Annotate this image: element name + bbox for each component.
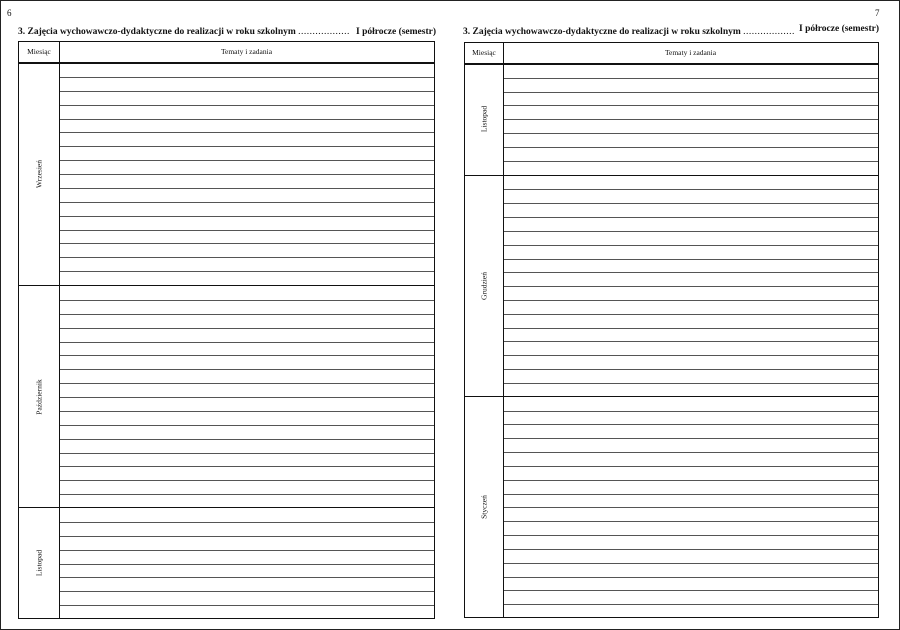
- writing-line: [60, 397, 434, 398]
- writing-line: [60, 160, 434, 161]
- writing-line: [504, 549, 878, 550]
- writing-line: [60, 564, 434, 565]
- writing-line: [60, 494, 434, 495]
- month-label: [465, 176, 503, 396]
- month-block: [19, 63, 434, 285]
- writing-line: [60, 605, 434, 606]
- writing-line: [504, 133, 878, 134]
- month-label: [465, 397, 503, 617]
- month-name: Listopad: [34, 549, 44, 577]
- topics-column-header: Tematy i zadania: [664, 48, 717, 57]
- writing-line: [504, 590, 878, 591]
- table-header: [19, 42, 434, 64]
- writing-line: [504, 383, 878, 384]
- writing-line: [504, 521, 878, 522]
- month-block: [465, 64, 878, 175]
- writing-line: [504, 466, 878, 467]
- writing-line: [60, 536, 434, 537]
- semester-label: I półrocze (semestr): [799, 24, 880, 34]
- topics-column-header: Tematy i zadania: [220, 47, 273, 56]
- writing-line: [504, 424, 878, 425]
- writing-line: [60, 480, 434, 481]
- heading-text: 3. Zajęcia wychowawczo-dydaktyczne do realizacji w roku szkolnym: [18, 27, 296, 37]
- writing-line: [60, 591, 434, 592]
- writing-lines: [504, 176, 878, 396]
- month-label: [465, 64, 503, 175]
- writing-line: [60, 91, 434, 92]
- writing-line: [504, 300, 878, 301]
- writing-lines: [60, 286, 434, 507]
- heading-dots: ..................: [743, 27, 795, 37]
- month-name: Listopad: [479, 106, 489, 133]
- writing-line: [504, 452, 878, 453]
- writing-line: [60, 425, 434, 426]
- writing-line: [504, 507, 878, 508]
- writing-line: [504, 189, 878, 190]
- month-name: Styczeń: [479, 495, 489, 519]
- writing-line: [60, 314, 434, 315]
- page-number: 6: [7, 8, 12, 18]
- writing-line: [504, 78, 878, 79]
- month-label: [19, 286, 59, 507]
- writing-line: [504, 203, 878, 204]
- writing-line: [504, 231, 878, 232]
- month-name: Wrzesień: [34, 159, 44, 189]
- month-label: [19, 63, 59, 285]
- writing-line: [60, 550, 434, 551]
- writing-line: [504, 217, 878, 218]
- writing-line: [60, 105, 434, 106]
- writing-lines: [504, 64, 878, 175]
- writing-line: [60, 369, 434, 370]
- heading-text: 3. Zajęcia wychowawczo-dydaktyczne do realizacji w roku szkolnym: [463, 27, 741, 37]
- writing-line: [60, 257, 434, 258]
- writing-line: [504, 577, 878, 578]
- writing-line: [504, 411, 878, 412]
- month-label: [19, 508, 59, 618]
- writing-line: [504, 272, 878, 273]
- writing-line: [60, 439, 434, 440]
- writing-line: [60, 188, 434, 189]
- writing-line: [504, 328, 878, 329]
- writing-line: [60, 146, 434, 147]
- writing-line: [504, 369, 878, 370]
- writing-line: [60, 328, 434, 329]
- writing-line: [60, 342, 434, 343]
- writing-line: [504, 355, 878, 356]
- writing-line: [504, 92, 878, 93]
- writing-line: [504, 604, 878, 605]
- month-block: [19, 507, 434, 618]
- month-block: [465, 396, 878, 617]
- writing-line: [60, 466, 434, 467]
- right-page: [450, 0, 900, 630]
- writing-line: [60, 300, 434, 301]
- writing-line: [60, 132, 434, 133]
- month-block: [19, 285, 434, 507]
- writing-line: [504, 259, 878, 260]
- month-name: Październik: [34, 378, 44, 415]
- writing-line: [60, 230, 434, 231]
- writing-line: [60, 577, 434, 578]
- semester-label: I półrocze (semestr): [356, 27, 437, 37]
- topics-table: [18, 41, 435, 619]
- writing-line: [504, 438, 878, 439]
- month-column-header: Miesiąc: [19, 42, 60, 62]
- writing-line: [60, 453, 434, 454]
- writing-line: [504, 480, 878, 481]
- section-heading: [18, 27, 350, 37]
- section-heading: [463, 27, 795, 37]
- writing-line: [504, 119, 878, 120]
- month-column-header: Miesiąc: [465, 43, 504, 63]
- writing-line: [504, 161, 878, 162]
- writing-line: [60, 411, 434, 412]
- writing-line: [60, 243, 434, 244]
- table-header: [465, 43, 878, 65]
- month-block: [465, 175, 878, 396]
- writing-line: [504, 494, 878, 495]
- page-number: 7: [875, 8, 880, 18]
- writing-line: [60, 355, 434, 356]
- writing-line: [60, 174, 434, 175]
- writing-line: [504, 286, 878, 287]
- writing-line: [504, 105, 878, 106]
- month-name: Grudzień: [479, 271, 489, 300]
- writing-line: [60, 271, 434, 272]
- writing-lines: [504, 397, 878, 617]
- writing-line: [504, 535, 878, 536]
- writing-lines: [60, 63, 434, 285]
- writing-line: [504, 314, 878, 315]
- writing-line: [60, 119, 434, 120]
- topics-table: [464, 42, 879, 618]
- writing-line: [60, 216, 434, 217]
- writing-line: [60, 522, 434, 523]
- writing-line: [504, 245, 878, 246]
- writing-line: [60, 77, 434, 78]
- writing-line: [504, 563, 878, 564]
- heading-dots: ..................: [298, 27, 350, 37]
- writing-line: [60, 202, 434, 203]
- writing-line: [504, 341, 878, 342]
- writing-lines: [60, 508, 434, 618]
- writing-line: [60, 383, 434, 384]
- writing-line: [504, 147, 878, 148]
